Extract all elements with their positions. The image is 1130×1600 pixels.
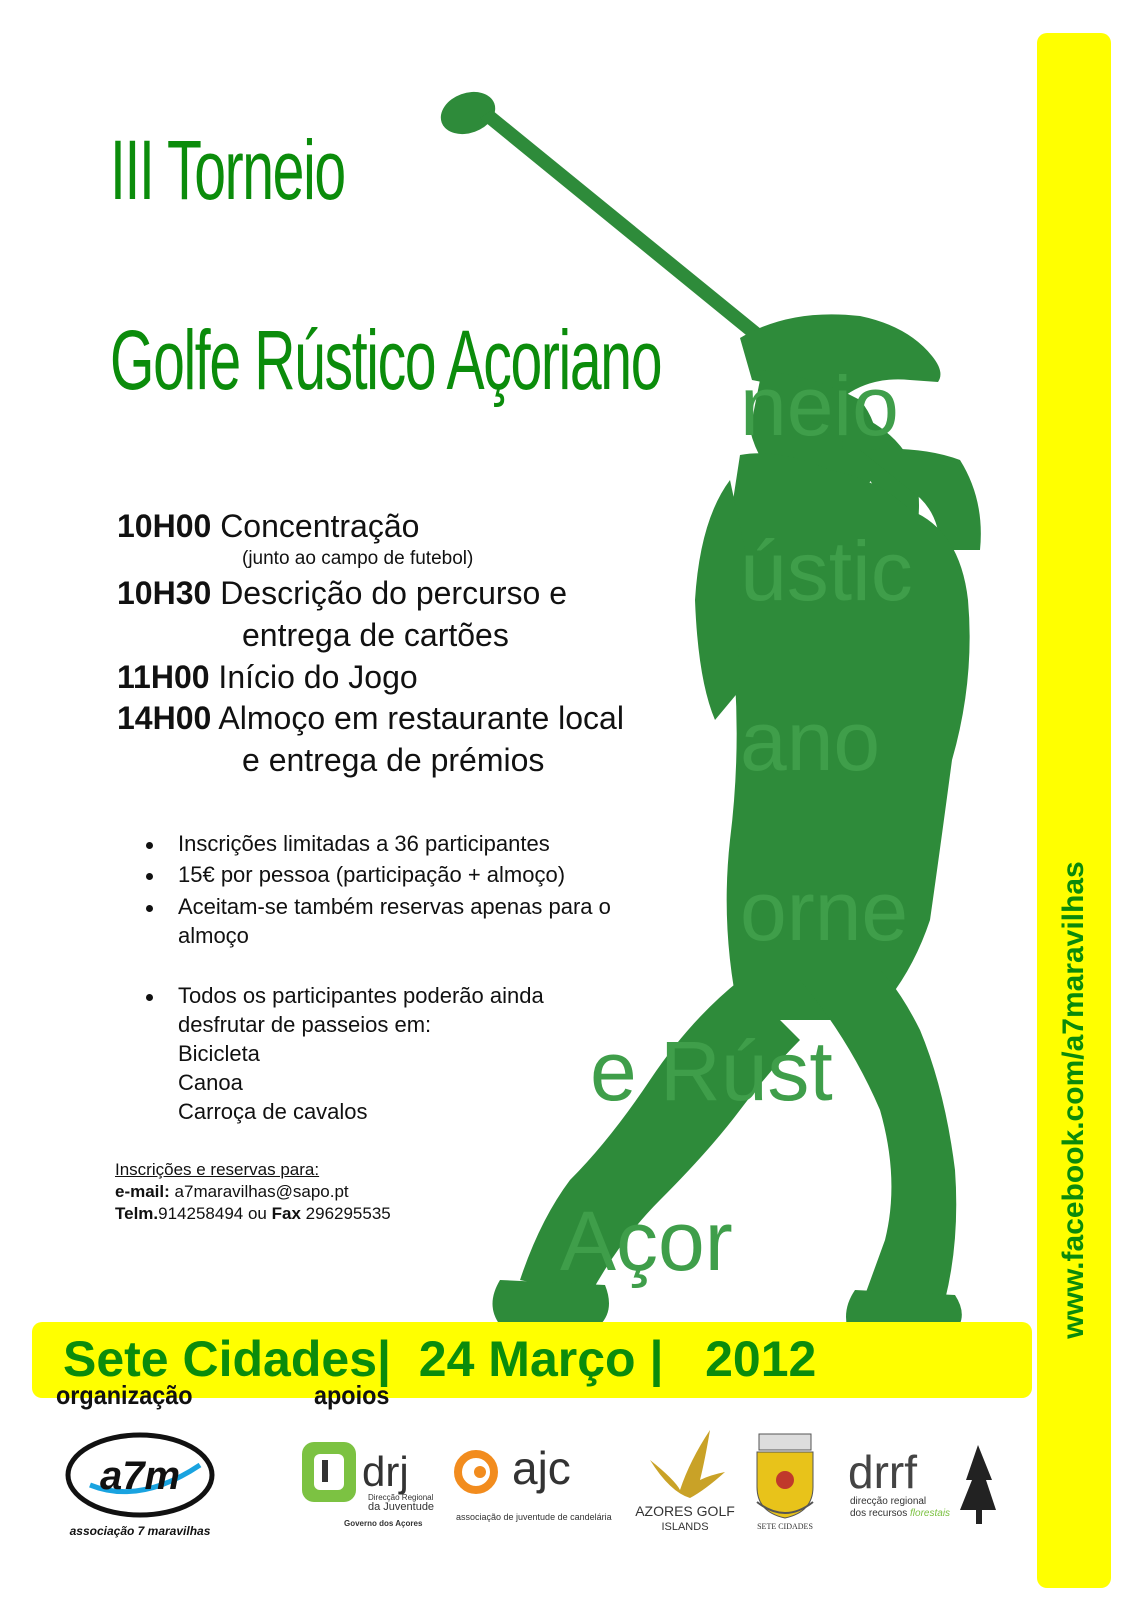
bullet-4-line-4: Canoa bbox=[178, 1070, 243, 1095]
schedule-item-2 bbox=[117, 575, 567, 612]
schedule-time: 11H00 bbox=[117, 659, 210, 695]
svg-text:dos recursos florestais: dos recursos florestais bbox=[850, 1508, 951, 1519]
bullet-1-line-1: Inscrições limitadas a 36 participantes bbox=[178, 831, 550, 856]
bullet-4-line-3: Bicicleta bbox=[178, 1041, 260, 1066]
contact-heading: Inscrições e reservas para: bbox=[115, 1160, 320, 1179]
schedule-item-4-cont: e entrega de prémios bbox=[242, 742, 545, 778]
svg-text:AZORES GOLF: AZORES GOLF bbox=[635, 1503, 735, 1519]
drj-logo bbox=[300, 1440, 440, 1530]
svg-text:da Juventude: da Juventude bbox=[368, 1501, 435, 1513]
bullet-3-line-2: almoço bbox=[178, 923, 249, 948]
schedule-time: 10H00 bbox=[117, 508, 212, 544]
schedule-item-1 bbox=[117, 508, 419, 545]
contact-email: e-mail: a7maravilhas@sapo.pt bbox=[115, 1182, 349, 1201]
schedule-text: Almoço em restaurante local bbox=[218, 700, 624, 736]
watermark-1: neio bbox=[740, 359, 899, 453]
svg-text:Direcção Regional: Direcção Regional bbox=[368, 1493, 434, 1502]
bullet-3-line-1: Aceitam-se também reservas apenas para o bbox=[178, 894, 611, 919]
watermark-5: e Rúst bbox=[590, 1024, 833, 1118]
bullet-dot bbox=[146, 873, 153, 880]
azores-golf-logo bbox=[630, 1420, 740, 1535]
ajc-logo bbox=[452, 1440, 622, 1530]
a7m-logo bbox=[60, 1425, 220, 1545]
schedule-item-4 bbox=[117, 700, 624, 737]
svg-text:drrf: drrf bbox=[848, 1446, 917, 1498]
watermark-3: ano bbox=[740, 694, 881, 788]
schedule-time: 10H30 bbox=[117, 575, 212, 611]
email-link[interactable]: a7maravilhas@sapo.pt bbox=[174, 1182, 349, 1201]
schedule-text: Descrição do percurso e bbox=[220, 575, 568, 611]
watermark-2: ústic bbox=[740, 524, 913, 618]
svg-text:ISLANDS: ISLANDS bbox=[661, 1521, 709, 1533]
organization-label: organização bbox=[56, 1380, 193, 1410]
svg-text:drj: drj bbox=[362, 1448, 409, 1495]
schedule-item-1-sub: (junto ao campo de futebol) bbox=[242, 548, 474, 569]
bullet-2-line-1: 15€ por pessoa (participação + almoço) bbox=[178, 862, 566, 887]
schedule-time: 14H00 bbox=[117, 700, 212, 736]
bullet-4-line-2: desfrutar de passeios em: bbox=[178, 1012, 432, 1037]
sete-cidades-crest bbox=[745, 1432, 825, 1532]
schedule-item-2-cont: entrega de cartões bbox=[242, 617, 509, 653]
date-banner-text: Sete Cidades| 24 Março | 2012 bbox=[63, 1331, 817, 1387]
svg-text:ajc: ajc bbox=[512, 1442, 571, 1494]
support-label: apoios bbox=[314, 1380, 390, 1410]
watermark-6: Açor bbox=[560, 1194, 733, 1288]
schedule-text: Concentração bbox=[220, 508, 420, 544]
bullet-dot bbox=[146, 842, 153, 849]
side-band bbox=[1037, 33, 1111, 1588]
svg-text:Governo dos Açores: Governo dos Açores bbox=[344, 1519, 423, 1528]
watermark-4: orne bbox=[740, 864, 909, 958]
svg-text:a7m: a7m bbox=[99, 1454, 181, 1498]
bullet-4-line-1: Todos os participantes poderão ainda bbox=[178, 983, 544, 1008]
bullet-dot bbox=[146, 994, 153, 1001]
bullet-dot bbox=[146, 905, 153, 912]
svg-text:associação 7 maravilhas: associação 7 maravilhas bbox=[69, 1524, 211, 1538]
drrf-logo bbox=[848, 1440, 998, 1530]
svg-text:direcção regional: direcção regional bbox=[850, 1496, 927, 1507]
contact-phone: Telm.914258494 ou Fax 296295535 bbox=[115, 1204, 391, 1223]
schedule-text: Início do Jogo bbox=[218, 659, 418, 695]
facebook-url[interactable]: www.facebook.com/a7maravilhas bbox=[1057, 861, 1090, 1339]
title-line-2: Golfe Rústico Açoriano bbox=[110, 313, 662, 407]
schedule-item-3 bbox=[117, 659, 418, 696]
title-line-1: III Torneio bbox=[110, 123, 345, 217]
svg-text:associação de juventude de can: associação de juventude de candelária bbox=[456, 1512, 612, 1522]
svg-text:SETE CIDADES: SETE CIDADES bbox=[757, 1522, 813, 1531]
bullet-4-line-5: Carroça de cavalos bbox=[178, 1099, 368, 1124]
